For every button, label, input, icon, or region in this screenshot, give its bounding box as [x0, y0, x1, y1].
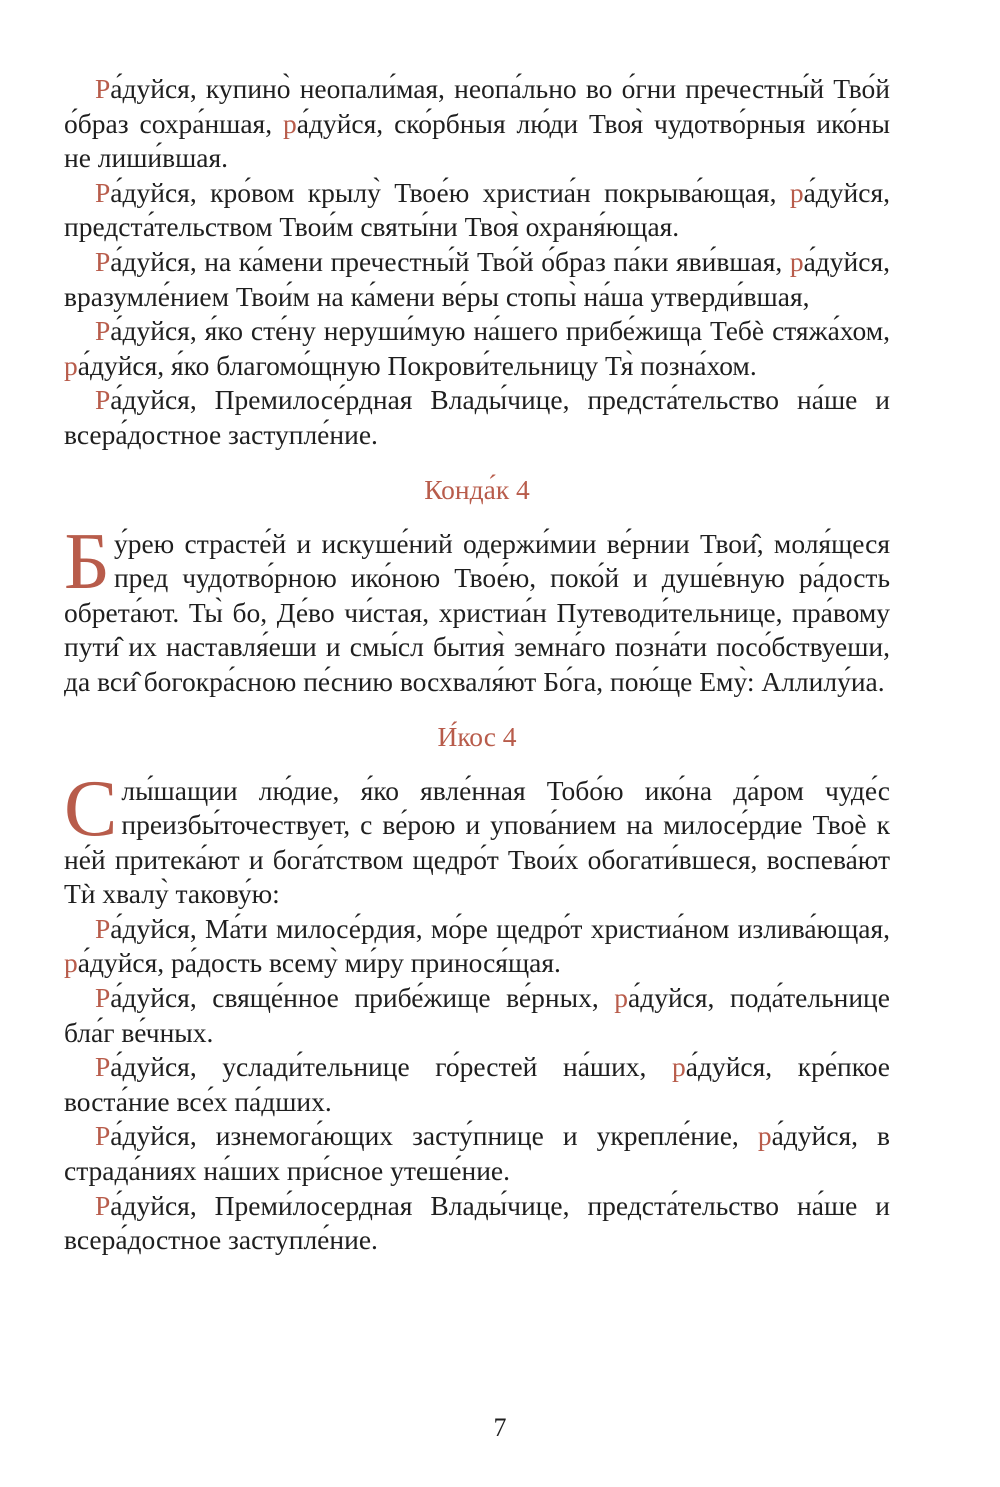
chaire-paragraph-refrain — [64, 1189, 890, 1258]
section-kondak — [64, 473, 890, 700]
paragraph-text: а́дуйся, на ка́мени пречестны́й Тво́й о́браз па́ки яви́вшая, — [110, 245, 790, 277]
paragraph-text: а́дуйся, я́ко благомо́щную Покрови́тельницу Тя̀ позна́хом. — [77, 349, 757, 381]
rubric-letter: р — [789, 176, 804, 208]
rubric-letter: Р — [95, 1051, 111, 1083]
ikos-dropcap: С — [64, 764, 118, 853]
paragraph-text: а́дуйся, пода́тельнице бла́г ве́чных. — [64, 982, 890, 1048]
chaire-paragraph — [64, 314, 890, 383]
chaire-paragraph — [64, 1119, 890, 1188]
rubric-letter: Р — [95, 384, 111, 416]
rubric-letter: р — [283, 107, 297, 139]
rubric-letter: р — [614, 982, 629, 1014]
section-top — [64, 72, 890, 453]
rubric-letter: Р — [95, 982, 111, 1014]
chaire-paragraph — [64, 176, 890, 245]
paragraph-text: а́дуйся, кро́вом крылу̀ Твое́ю христиа́н покрыва́ющая, — [110, 176, 790, 208]
paragraph-text: а́дуйся, в страда́ниях на́ших при́сное утеше́ние. — [64, 1120, 890, 1187]
rubric-letter: р — [672, 1051, 686, 1083]
paragraph-text: а́дуйся, ра́дость всему̀ ми́ру принося́щая. — [77, 947, 561, 979]
rubric-letter: Р — [95, 73, 111, 104]
chaire-paragraph — [64, 72, 890, 176]
rubric-letter: р — [789, 245, 804, 277]
paragraph-text: а́дуйся, свяще́нное прибе́жище ве́рных, — [110, 982, 615, 1014]
paragraph-text: а́дуйся, предста́тельством Твои́м святы́ни Твоя̀ охраня́ющая. — [64, 176, 890, 243]
paragraph-text: а́дуйся, изнемога́ющих засту́пнице и укрепле́ние, — [110, 1120, 758, 1152]
rubric-letter: р — [64, 349, 78, 381]
paragraph-text: а́дуйся, купино̀ неопали́мая, неопа́льно во о́гни пречестны́й Тво́й о́браз сохра́ншая, — [64, 73, 890, 139]
rubric-letter: р — [64, 947, 78, 979]
paragraph-text: а́дуйся, услади́тельнице го́рестей на́ших, — [110, 1051, 672, 1083]
rubric-letter: Р — [95, 912, 111, 944]
paragraph-text: а́дуйся, кре́пкое воста́ние все́х па́дших. — [64, 1051, 891, 1117]
paragraph-text: а́дуйся, я́ко сте́ну неруши́мую на́шего прибе́жища Тебѐ стяжа́хом, — [110, 315, 890, 347]
paragraph-text: а́дуйся, ско́рбныя лю́ди Твоя̀ чудотво́рныя ико́ны не лиши́вшая. — [64, 107, 890, 174]
ikos-body: лы́шащии лю́дие, я́ко явле́нная Тобо́ю ико́на да́ром чуде́с преизбы́точествует, с ве́рою и упова́нием на милосе́рдие Твоѐ к не́й притека́ют и бога́тством щедро́т Твои́х обогати́вшеся, воспева́ют Тѝ хвалу̀ такову́ю: — [64, 774, 890, 910]
rubric-letter: Р — [95, 1120, 111, 1152]
chaire-paragraph — [64, 981, 890, 1050]
chaire-paragraph — [64, 1050, 890, 1119]
page-body — [64, 72, 890, 1258]
paragraph-text: а́дуйся, Премилосе́рдная Влады́чице, предста́тельство на́ше и всера́достное заступле́ние. — [64, 384, 890, 450]
kondak-dropcap: Б — [64, 517, 110, 606]
rubric-letter: Р — [95, 245, 111, 277]
chaire-paragraph-refrain — [64, 383, 890, 452]
paragraph-text: а́дуйся, вразумле́нием Твои́м на ка́мени ве́ры стопы̀ на́ша утверди́вшая, — [64, 245, 890, 312]
paragraph-text: а́дуйся, Преми́лосердная Влады́чице, предста́тельство на́ше и всера́достное заступле́ние. — [64, 1189, 890, 1256]
kondak-heading: Конда́к 4 — [424, 473, 530, 505]
rubric-letter: Р — [95, 176, 111, 208]
kondak-text — [64, 517, 890, 700]
kondak-body: у́рею страсте́й и искуше́ний одержи́мии ве́рнии Твои̂, моля́щеся пред чудотво́рною ико́ною Твое́ю, поко́й и душе́вную ра́дость обрета́ют. Ты̀ бо, Де́во чи́стая, христиа́н Путеводи́тельнице, пра́вому пути̂ их наставля́еши и смы́сл бытия̀ земна́го позна́ти посо́бствуеши, да вси̂ богокра́сною пе́снию восхваля́ют Бо́га, пою́ще Ему̀: Аллилу́иа. — [64, 527, 890, 697]
rubric-letter: Р — [95, 1189, 111, 1221]
chaire-paragraph — [64, 245, 890, 314]
chaire-paragraph — [64, 912, 890, 981]
paragraph-text: а́дуйся, Ма́ти милосе́рдия, мо́ре щедро́т христиа́ном излива́ющая, — [110, 912, 890, 944]
section-ikos — [64, 720, 890, 1258]
rubric-letter: р — [757, 1120, 772, 1152]
ikos-text — [64, 764, 890, 912]
rubric-letter: Р — [95, 315, 111, 347]
page-number: 7 — [493, 1413, 507, 1442]
ikos-heading: И́кос 4 — [437, 720, 517, 752]
